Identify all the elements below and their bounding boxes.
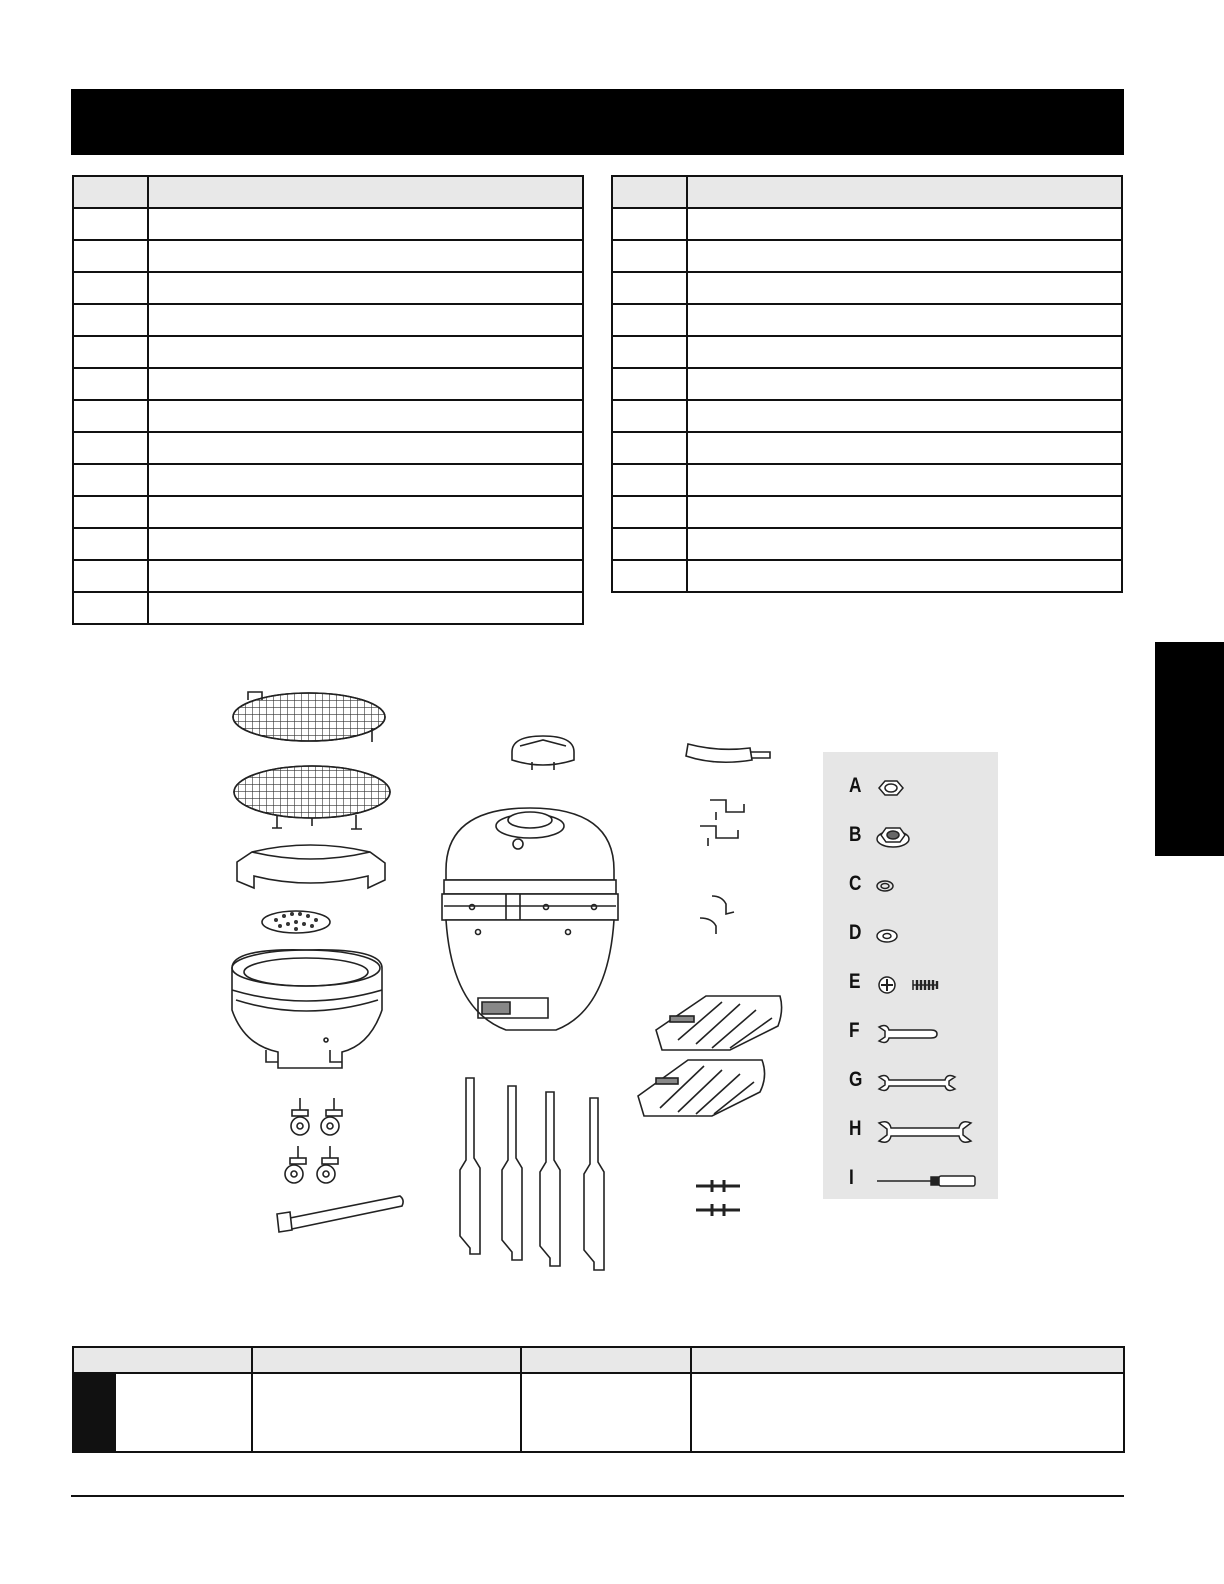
caster-wheels-icon (285, 1098, 342, 1183)
hardware-letter: I (849, 1166, 854, 1189)
hinge-bracket-icon (700, 800, 744, 934)
header-cell (73, 1347, 252, 1373)
ash-tool-icon (277, 1196, 403, 1232)
grate-with-legs-icon (234, 766, 390, 829)
handle-icon (686, 744, 770, 762)
hardware-item-i (823, 1160, 998, 1196)
table-cell (115, 1373, 252, 1452)
hardware-item-h (823, 1111, 998, 1147)
hardware-letter: F (849, 1019, 860, 1042)
hardware-item-b (823, 817, 998, 853)
kamado-grill-icon (442, 808, 618, 1030)
open-wrench-icon (875, 1062, 985, 1098)
footer-rule (71, 1495, 1124, 1497)
hardware-item-c (823, 866, 998, 902)
table-row (73, 1373, 1124, 1452)
table-cell (521, 1373, 691, 1452)
cart-legs-icon (460, 1078, 604, 1270)
table-header (73, 1347, 1124, 1373)
header-cell (521, 1347, 691, 1373)
hardware-item-d (823, 915, 998, 951)
shelf-brackets-icon (696, 1180, 740, 1216)
top-vent-icon (512, 736, 574, 770)
heat-deflector-icon (237, 845, 385, 888)
black-marker-cell (73, 1373, 115, 1452)
screwdriver-icon (875, 1160, 985, 1196)
table-cell (252, 1373, 521, 1452)
hardware-item-e (823, 964, 998, 1000)
warning-info-table (72, 1346, 1125, 1453)
flange-nut-icon (875, 817, 985, 853)
fire-bowl-icon (232, 950, 382, 1068)
screw-icon (875, 964, 985, 1000)
hardware-letter: B (849, 823, 862, 846)
hardware-letter: E (849, 970, 861, 993)
hardware-letter: G (849, 1068, 863, 1091)
hex-nut-icon (875, 768, 985, 804)
hardware-item-f (823, 1013, 998, 1049)
hardware-item-a (823, 768, 998, 804)
wrench-icon (875, 1013, 985, 1049)
side-shelves-icon (638, 996, 782, 1116)
double-wrench-icon (875, 1111, 985, 1147)
hardware-panel (823, 752, 998, 1199)
hardware-letter: A (849, 774, 862, 797)
flat-washer-icon (875, 915, 985, 951)
header-cell (252, 1347, 521, 1373)
header-cell (691, 1347, 1124, 1373)
hardware-letter: C (849, 872, 862, 895)
table-cell (691, 1373, 1124, 1452)
lock-washer-icon (875, 866, 985, 902)
hardware-letter: D (849, 921, 862, 944)
cooking-grate-icon (233, 692, 385, 742)
hardware-letter: H (849, 1117, 862, 1140)
charcoal-grate-icon (262, 911, 330, 933)
hardware-item-g (823, 1062, 998, 1098)
